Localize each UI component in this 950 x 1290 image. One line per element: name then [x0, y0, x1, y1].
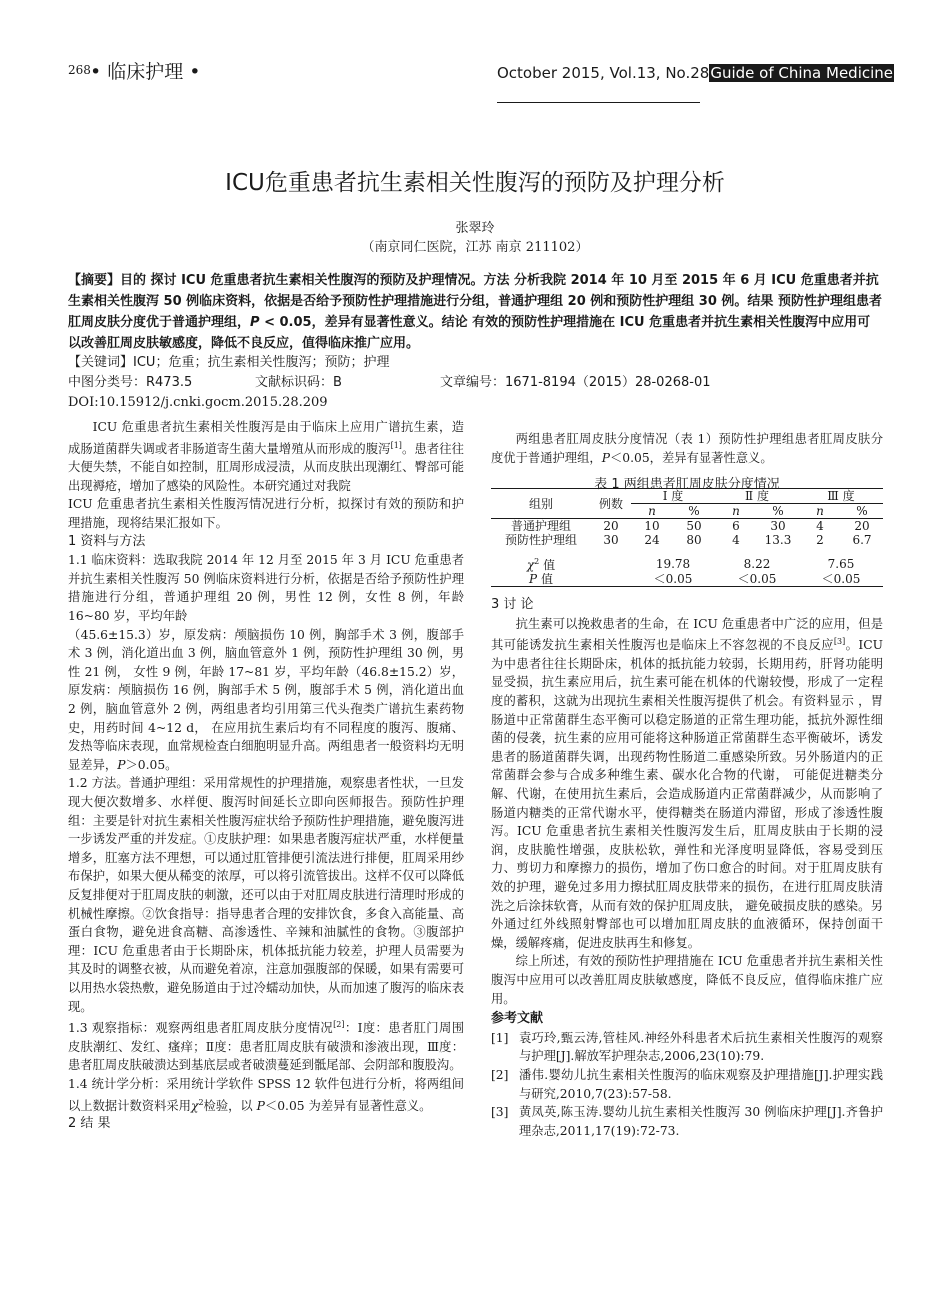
keywords-text: ICU；危重；抗生素相关性腹泻；预防；护理 — [133, 355, 390, 370]
reference-number: [2] — [491, 1067, 509, 1082]
paragraph-1-1-end: ＞0.05。 — [125, 757, 178, 772]
table-cell-chi: 19.78 — [655, 556, 691, 571]
abstract-p-symbol: P — [250, 315, 260, 330]
table-cell: 20 — [854, 519, 870, 533]
discussion-paragraph — [491, 615, 883, 953]
table-cell: 50 — [686, 519, 702, 533]
p-symbol: P — [117, 757, 126, 772]
abstract — [68, 270, 883, 354]
p-symbol: P — [529, 572, 538, 586]
right-column — [491, 596, 883, 1140]
table-cell-chi: 7.65 — [827, 556, 855, 571]
table-label-chi — [491, 555, 591, 572]
intro-text-2: 。患者往往大便失禁，不能自如控制，肛周形成浸渍，从而皮肤出现潮红、臀部可能出现褥疮，增加了感染的风险性。本研究通过对我院 — [68, 441, 464, 493]
table-header-pct: % — [757, 504, 799, 519]
paragraph-1-3-text: 1.3 观察指标：观察两组患者肛周皮肤分度情况 — [68, 1021, 334, 1036]
table-cell: 80 — [686, 533, 702, 547]
chi-symbol: χ — [190, 1098, 199, 1113]
reference-text: 袁巧玲,甄云涛,管桂风.神经外科患者术后抗生素相关性腹泻的观察与护理[J].解放军护理杂志,2006,23(10):79. — [519, 1030, 883, 1064]
intro-text-1: ICU 危重患者抗生素相关性腹泻是由于临床上应用广谱抗生素，造成肠道菌群失调或者非肠道寄生菌大量增殖从而形成的腹泻 — [68, 420, 464, 456]
results-text-1: 两组患者肛周皮肤分度情况（表 1）预防性护理组患者肛周皮肤分度优于普通护理组， — [491, 432, 883, 465]
reference-text: 黄凤英,陈玉涛.婴幼儿抗生素相关性腹泻 30 例临床护理[J].齐鲁护理杂志,2011,17(19):72-73. — [519, 1105, 883, 1138]
table-cell: 10 — [644, 519, 660, 533]
results-table — [491, 488, 883, 587]
p-suffix: 值 — [537, 572, 553, 586]
document-code: 文献标识码：B — [255, 375, 342, 390]
table-cell: 2 — [816, 533, 824, 547]
results-text-2: ＜0.05，差异有显著性意义。 — [609, 450, 773, 465]
table-row-p — [491, 572, 883, 587]
section-label: • 临床护理 • — [90, 61, 201, 83]
table-header-grade-1: Ⅰ 度 — [631, 489, 715, 504]
citation-1: [1] — [390, 440, 402, 450]
reference-item — [491, 1103, 883, 1140]
table-cell-cases: 20 — [603, 519, 619, 533]
table-cell-empty — [591, 555, 631, 572]
table-label-p — [491, 572, 591, 587]
table-title: 表 1 两组患者肛周皮肤分度情况 — [594, 477, 780, 492]
header-rule — [497, 102, 700, 103]
reference-text: 潘伟.婴幼儿抗生素相关性腹泻的临床观察及护理措施[J].护理实践与研究,2010,7(23):57-58. — [519, 1067, 883, 1101]
reference-item — [491, 1066, 883, 1103]
article-title: ICU危重患者抗生素相关性腹泻的预防及护理分析 — [225, 170, 725, 196]
table-cell-empty — [591, 572, 631, 587]
table-cell: 6 — [732, 519, 740, 533]
left-column — [68, 418, 464, 1134]
abstract-text-1: 目的 探讨 ICU 危重患者抗生素相关性腹泻的预防及护理情况。方法 分析我院 2014 年 10 月至 2015 年 6 月 ICU 危重患者并抗生素相关性腹泻 50 例临床资料，依据是否给予预防性护理措施进行分组，普通护理组 20 例和预防性护理组 30 例。结果 预防性护理组患者肛周皮肤分度优于普通护理组， — [68, 273, 882, 330]
paragraph-1-2: 1.2 方法。普通护理组：采用常规性的护理措施，观察患者性状，一旦发现大便次数增多、水样便、腹泻时间延长立即向医师报告。预防性护理组：主要是针对抗生素相关性腹泻症状给予预防性护理措施，避免腹泻进一步诱发严重的并发症。①皮肤护理：如果患者腹泻症状严重，水样便量增多，肛塞方法不理想，可以通过肛管排便引流法进行排便，肛周采用纱布保护，如果大便从稀变的浓厚，可以将引流管拔出。这样不仅可以降低反复排便对于肛周皮肤的刺激，还可以由于对肛周皮肤进行清理时形成的机械性摩擦。②饮食指导：指导患者合理的安排饮食，多食入高能量、高蛋白食物，避免进食高糖、高渗透性、辛辣和油腻性的食物。③腹部护理：ICU 危重患者由于长期卧床，机体抵抗能力较差，护理人员需要为其及时的调整衣被，从而避免着凉，注意加强腹部的保暖，如果有需要可以用热水袋热敷，避免肠道由于过冷蠕动加快，从而加速了腹泻的临床表现。 — [68, 776, 464, 1014]
keywords — [68, 352, 883, 373]
table-cell-chi: 8.22 — [743, 556, 771, 571]
references-heading: 参考文献 — [491, 1011, 544, 1027]
paragraph-1-4 — [68, 1075, 464, 1115]
p-symbol: P — [256, 1098, 265, 1113]
table-cell: 6.7 — [852, 533, 872, 547]
table-cell: 24 — [644, 533, 660, 547]
table-header-cases: 例数 — [591, 489, 631, 519]
journal-date: October 2015, Vol.13, No.28 — [497, 64, 710, 82]
table-cell-cases: 30 — [603, 533, 619, 547]
table-spacer — [491, 547, 883, 555]
p-symbol: P — [601, 450, 610, 465]
journal-header — [497, 64, 899, 83]
table-row-chi — [491, 555, 883, 572]
table-cell-group: 预防性护理组 — [504, 533, 577, 547]
article-number: 文章编号：1671-8194（2015）28-0268-01 — [440, 375, 711, 390]
citation-3: [3] — [833, 637, 846, 647]
table-header-pct: % — [673, 504, 715, 519]
table-header-grade-2: Ⅱ 度 — [715, 489, 799, 504]
table-row — [491, 519, 883, 534]
table-cell: 13.3 — [764, 533, 792, 547]
table-row — [491, 533, 883, 547]
table-cell-p: ＜0.05 — [631, 572, 715, 587]
paragraph-1-1: 1.1 临床资料：选取我院 2014 年 12 月至 2015 年 3 月 ICU 危重患者并抗生素相关性腹泻 50 例临床资料进行分析，依据是否给予预防性护理措施进行分组，普通护理组 20 例，男性 12 例，女性 8 例，年龄 16~80 岁，平均年龄 — [68, 553, 464, 624]
heading-discussion: 3 讨 论 — [491, 597, 534, 612]
table-header-grade-3: Ⅲ 度 — [799, 489, 883, 504]
paragraph-1-4-text-3: ＜0.05 为差异有显著性意义。 — [264, 1098, 432, 1113]
discussion-text-1: 抗生素可以挽救患者的生命，在 ICU 危重患者中广泛的应用，但是其可能诱发抗生素相关性腹泻也是临床上不容忽视的不良反应 — [491, 616, 883, 653]
chi-superscript: 2 — [534, 557, 540, 566]
heading-methods: 1 资料与方法 — [68, 533, 146, 549]
page-number: 268 — [68, 63, 91, 77]
table-header-n: n — [715, 504, 757, 519]
paragraph-1-4-text: 1.4 统计学分析：采用统计学软件 SPSS 12 软件包进行分析，将两组间以上数据计数资料采用 — [68, 1076, 464, 1113]
doi: DOI:10.15912/j.cnki.gocm.2015.28.209 — [68, 395, 328, 410]
table-cell: 30 — [770, 519, 786, 533]
table-cell: 4 — [816, 519, 824, 533]
chi-symbol: χ — [526, 558, 535, 572]
conclusion-paragraph: 综上所述，有效的预防性护理措施在 ICU 危重患者并抗生素相关性腹泻中应用可以改善肛周皮肤敏感度，降低不良反应，值得临床推广应用。 — [491, 954, 883, 1006]
intro-paragraph — [68, 418, 464, 495]
table-header-pct: % — [841, 504, 883, 519]
keywords-label: 【关键词】 — [68, 355, 134, 370]
abstract-label: 【摘要】 — [68, 273, 121, 288]
table-cell-group: 普通护理组 — [510, 519, 571, 533]
table-cell-p: ＜0.05 — [715, 572, 799, 587]
paragraph-1-1-cont-text: （45.6±15.3）岁，原发病：颅脑损伤 10 例，胸部手术 3 例，腹部手术 3 例，消化道出血 3 例，脑血管意外 1 例，预防性护理组 30 例，男性 21 例， 女性 9 例，年龄 17~81 岁，平均年龄（46.8±15.2）岁，原发病：颅脑损伤 16 例，胸部手术 5 例，腹部手术 5 例，消化道出血 2 例，脑血管意外 2 例，两组患者均引用第三代头孢类广谱抗生素药物史，用药时间 4~12 d， 在应用抗生素后均有不同程度的腹泻、腹痛、发热等临床表现，血常规检查白细胞明显升高。两组患者一般资料均无明显差异， — [68, 627, 464, 772]
abstract-text-2: < 0.05，差异有显著性意义。结论 有效的预防性护理措施在 ICU 危重患者并抗生素相关性腹泻中应用可以改善肛周皮肤敏感度，降低不良反应，值得临床推广应用。 — [68, 315, 871, 351]
chi-superscript: 2 — [198, 1097, 204, 1107]
article-author: 张翠玲 — [455, 221, 495, 236]
citation-2: [2] — [333, 1020, 345, 1030]
results-paragraph — [491, 430, 883, 467]
clc-number: 中图分类号：R473.5 — [68, 375, 193, 390]
intro-paragraph-end: ICU 危重患者抗生素相关性腹泻情况进行分析，拟探讨有效的预防和护理措施，现将结果汇报如下。 — [68, 497, 464, 531]
chi-suffix: 值 — [539, 558, 556, 572]
table-header-group: 组别 — [491, 489, 591, 519]
paragraph-1-1-cont — [68, 626, 464, 775]
article-affiliation: （南京同仁医院，江苏 南京 211102） — [361, 240, 589, 255]
table-header-n: n — [799, 504, 841, 519]
reference-number: [3] — [491, 1105, 509, 1120]
discussion-text-2: 。ICU 为中患者往往长期卧床，机体的抵抗能力较弱，长期用药，肝肾功能明显受损，抗生素应用后，抗生素可能在机体的代谢较慢，形成了一定程度的蓄积，这就为出现抗生素相关性腹泻提供了机会。有资料显示 ，胃肠道中正常菌群生态平衡可以稳定肠道的正常生理功能，抵抗外源性细菌的侵袭，抗生素的应用可能将这种肠道正常菌群生态平衡破坏，诱发患者的肠道菌群失调，出现药物性肠道二重感染所致。另外肠道内的正常菌群会参与合成多种维生素、碳水化合物的代谢， 可能促进糖类分解、代谢，在使用抗生素后，会造成肠道内正常菌群减少，从而影响了肠道内糖类的正常代谢水平，使得糖类在肠道内滞留，形成了渗透性腹泻。ICU 危重患者抗生素相关性腹泻发生后，肛周皮肤由于长期的浸润，皮肤脆性增强，皮肤松软，弹性和光泽度明显降低，容易受到压力、剪切力和摩擦力的损伤，增加了伤口愈合的时间。对于肛周皮肤有效的护理，避免过多用力擦拭肛周皮肤带来的损伤，在进行肛周皮肤清洗之后涂抹软膏，从而有效的保护肛周皮肤， 避免破损皮肤的感染。另外通过红外线照射臀部也可以增加肛周皮肤的血液循环，保持创面干燥，缓解疼痛，促进皮肤再生和修复。 — [491, 638, 883, 950]
paragraph-1-3-text-2: ：Ⅰ度：患者肛门周围皮肤潮红、发红、瘙痒；Ⅱ度：患者肛周皮肤有破溃和渗液出现，Ⅲ度：患者肛周皮肤破溃达到基底层或者破溃蔓延到骶尾部、会阴部和腹股沟。 — [68, 1021, 465, 1073]
table-cell-p: ＜0.05 — [799, 572, 883, 587]
results-text — [491, 430, 883, 467]
heading-results: 2 结 果 — [68, 1116, 111, 1132]
reference-number: [1] — [491, 1030, 509, 1045]
paragraph-1-3 — [68, 1016, 464, 1075]
journal-name: Guide of China Medicine — [710, 64, 894, 82]
table-header-n: n — [631, 504, 673, 519]
table-cell: 4 — [732, 533, 740, 547]
paragraph-1-4-text-2: 检验，以 — [203, 1098, 257, 1113]
reference-item — [491, 1029, 883, 1066]
